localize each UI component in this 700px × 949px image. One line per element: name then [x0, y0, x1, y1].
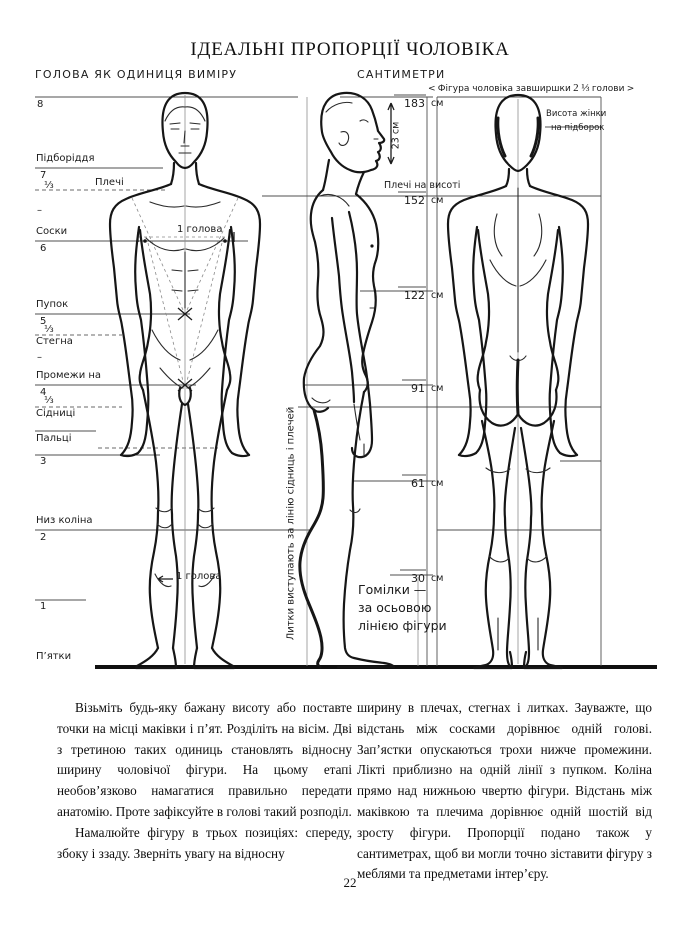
side-figure [300, 93, 394, 667]
ruler-hips-label: Стегна [36, 336, 73, 347]
measurement-122-unit: см [431, 290, 444, 301]
ruler-dash-a: – [37, 205, 42, 216]
ruler-unit-1: 1 [40, 601, 47, 612]
ruler-third-hips: ⅓ [44, 324, 54, 335]
ruler-unit-2: 2 [40, 532, 47, 543]
ruler-third-shoulders: ⅓ [44, 180, 54, 191]
measurement-183: 183 [404, 97, 425, 110]
ruler-dash-b: – [37, 352, 42, 363]
measurement-61-unit: см [431, 478, 444, 489]
figure-width-suffix: голови [591, 84, 625, 94]
measurement-91-unit: см [431, 383, 444, 394]
measurement-30-unit: см [431, 573, 444, 584]
ruler-unit-4: 4 [40, 387, 47, 398]
ruler-unit-8: 8 [37, 99, 44, 110]
woman-height-label-2: на підборок [551, 123, 605, 133]
page-title: ІДЕАЛЬНІ ПРОПОРЦІЇ ЧОЛОВІКА [190, 38, 510, 60]
measurement-30: 30 [411, 572, 425, 585]
measurement-152: 152 [404, 194, 425, 207]
head-height-23cm-label: 23 см [390, 121, 402, 150]
ruler-shoulders-label: Плечі [95, 177, 124, 188]
left-section-header: ГОЛОВА ЯК ОДИНИЦЯ ВИМІРУ [35, 68, 238, 81]
one-head-calf-label: 1 голова [176, 571, 222, 582]
shins-note-line3: лінією фігури [358, 618, 447, 633]
ruler-knee-label: Низ коліна [36, 515, 93, 526]
ruler-unit-7: 7 [40, 170, 47, 181]
ruler-unit-5: 5 [40, 316, 47, 327]
center-section-header: САНТИМЕТРИ [357, 68, 446, 81]
page-number: 22 [343, 875, 357, 890]
ruler-fingers-label: Пальці [36, 433, 72, 444]
shoulders-height-label: Плечі на висоті [384, 180, 461, 191]
ruler-unit-6: 6 [40, 243, 47, 254]
body-text-column-2 [357, 698, 652, 885]
paragraph: Намалюйте фігуру в трьох позиціях: спереду, збоку і ззаду. Зверніть увагу на відносну [57, 824, 352, 861]
ruler-buttocks-label: Сідниці [36, 408, 76, 419]
measurement-91: 91 [411, 382, 425, 395]
shins-note-line1: Гомілки — [358, 582, 427, 597]
ruler-chin-label: Підборіддя [36, 153, 95, 164]
woman-height-label-1: Висота жінки [546, 109, 607, 119]
left-arrow-glyph: < [428, 84, 436, 94]
body-text-column-1 [57, 698, 352, 864]
paragraph: Візьміть будь-яку бажану висоту або поставте точки на місці маківки і п’ят. Розділіть на вісім. Дві з третиною таких одиниць становлять відносну ширину чоловічої фігури. На цьому етапі необов’язково намагатися правильно передати анатомію. Проте зафіксуйте в голові такий розподіл. [57, 700, 352, 819]
one-head-chest-label: 1 голова [177, 224, 223, 235]
ruler-third-buttocks: ⅓ [44, 395, 54, 406]
ruler-navel-label: Пупок [36, 299, 69, 310]
figure-width-caption [428, 82, 634, 94]
measurement-61: 61 [411, 477, 425, 490]
measurement-122: 122 [404, 289, 425, 302]
ruler-unit-3: 3 [40, 456, 47, 467]
figure-width-text: Фігура чоловіка завширшки [437, 84, 571, 94]
calves-note-vertical: Литки виступають за лінію сідниць і плечей [285, 406, 297, 641]
shins-note-line2: за осьовою [358, 600, 432, 615]
measurement-183-unit: см [431, 98, 444, 109]
ruler-heels-label: П’ятки [36, 651, 72, 662]
right-arrow-glyph: > [626, 84, 635, 94]
figure-width-value: 2 ⅓ [573, 82, 590, 94]
ruler-nipples-label: Соски [36, 226, 68, 237]
paragraph: ширину в плечах, стегнах і литках. Зауважте, що відстань між сосками дорівнює одній голові. Зап’ястки опускаються трохи нижче промежини. Лікті приблизно на одній лінії з пупком. Коліна прямо над нижньою чвертю фігури. Відстань між маківкою та плечима дорівнює одній шостій від зросту фігури. Пропорції подано також у сантиметрах, щоб ви могли точно зіставити фігуру з меблями та предметами інтер’єру. [357, 700, 652, 882]
measurement-152-unit: см [431, 195, 444, 206]
ruler-crotch-label: Промежи на [36, 370, 102, 381]
